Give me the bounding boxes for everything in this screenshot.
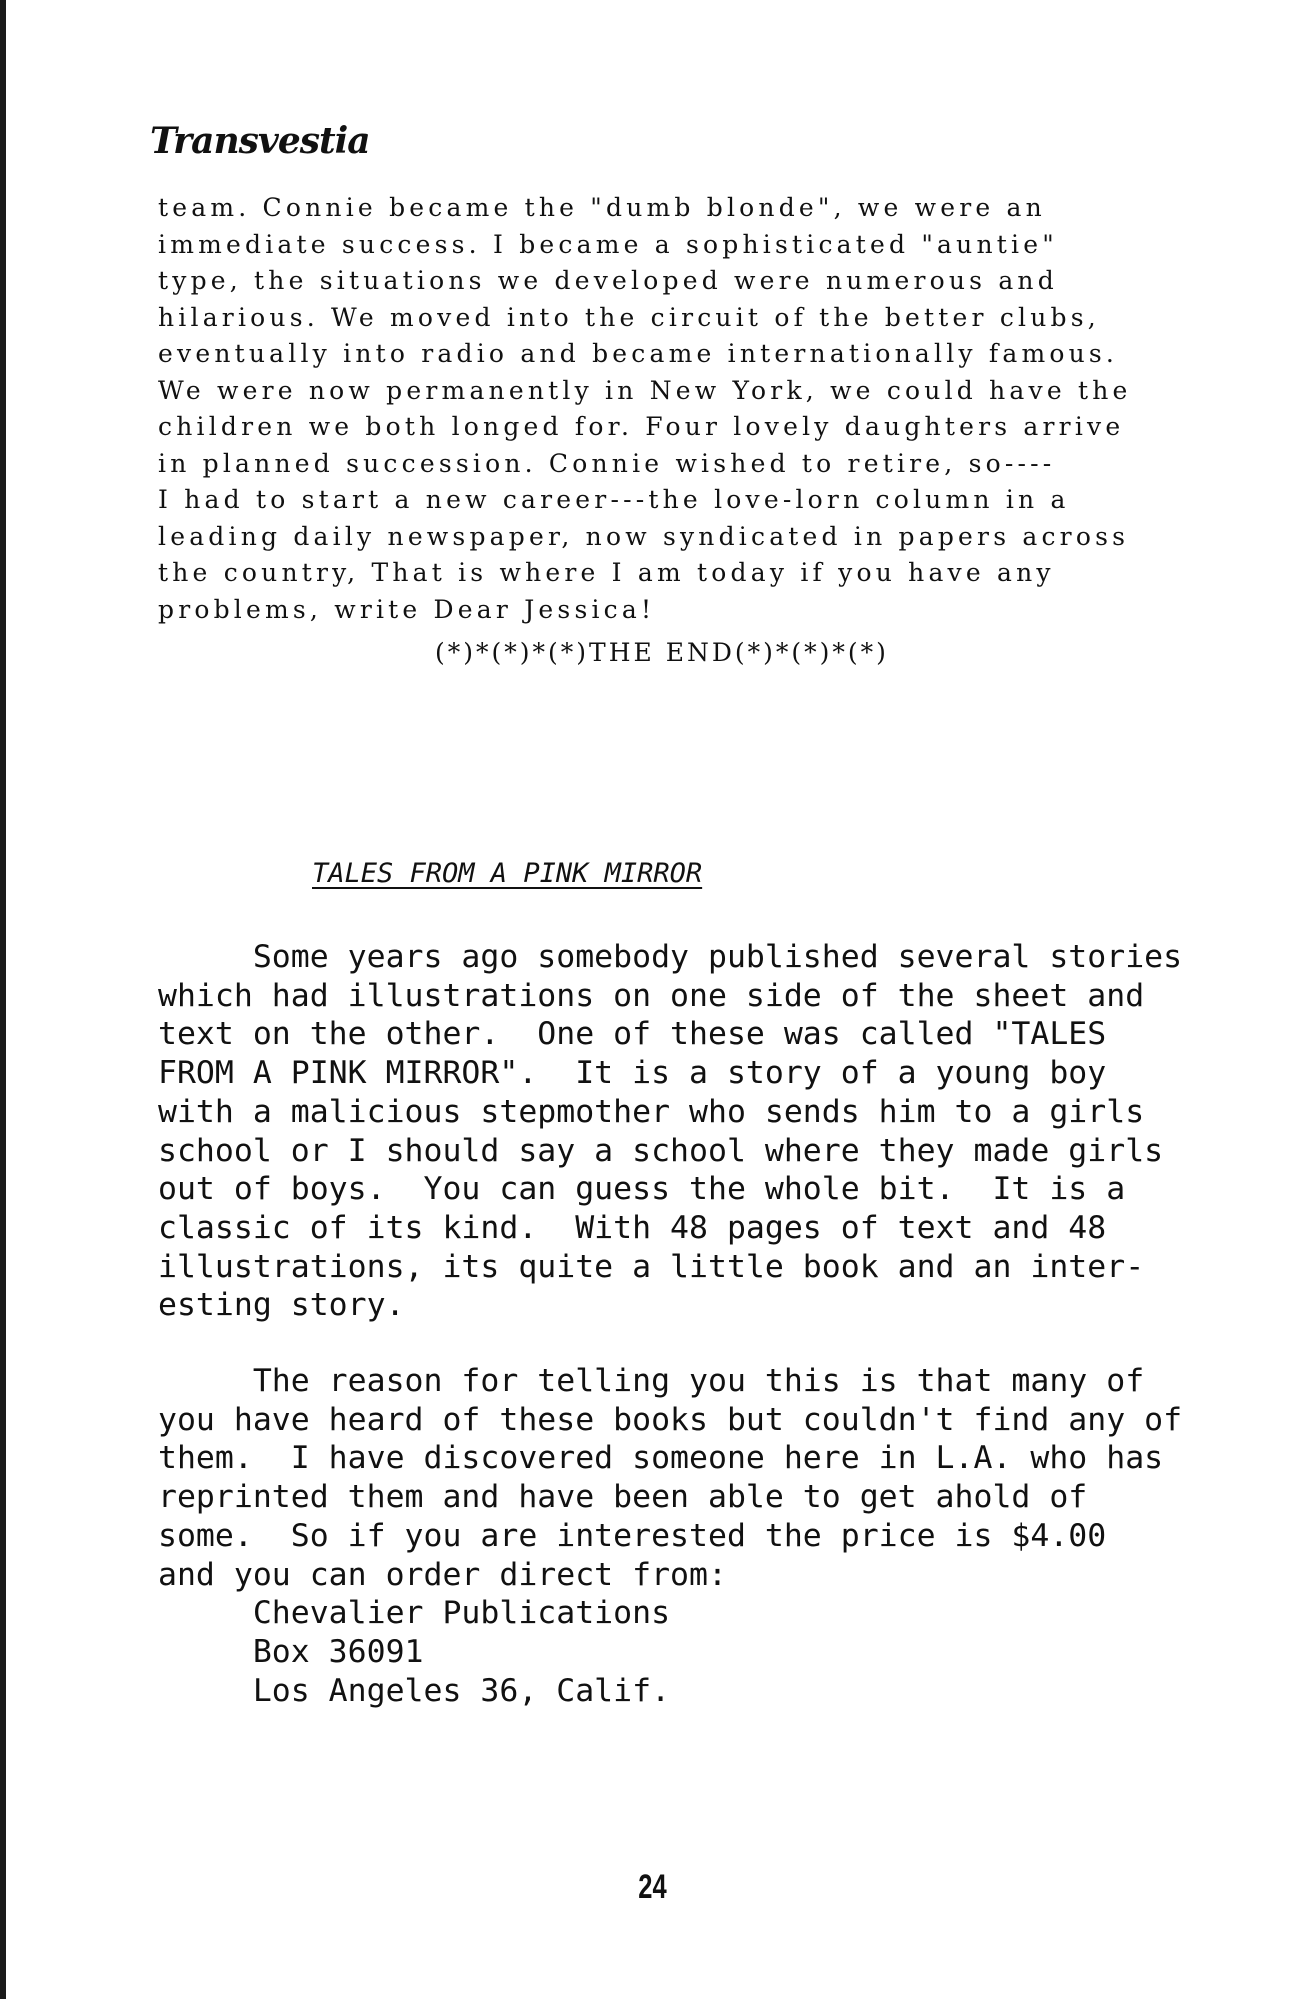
story-line: immediate success. I became a sophisticated "auntie" (158, 229, 1058, 259)
paragraph-line: illustrations, its quite a little book and an inter- (158, 1248, 1145, 1285)
story-line: I had to start a new career---the love-lorn column in a (158, 485, 1070, 514)
page-edge-border (0, 0, 6, 1999)
story-line: children we both longed for. Four lovely daughters arrive (158, 412, 1125, 441)
paragraph-line: FROM A PINK MIRROR". It is a story of a young boy (158, 1055, 1107, 1092)
paragraph-line: text on the other. One of these was called "TALES (158, 1016, 1107, 1053)
article-paragraph-1 (158, 938, 1182, 1325)
story-ending-text (158, 190, 1218, 628)
story-line: the country, That is where I am today if you have any (158, 558, 1055, 587)
paragraph-line: them. I have discovered someone here in L.A. who has (158, 1440, 1164, 1477)
paragraph-line: The reason for telling you this is that many of (158, 1363, 1145, 1399)
paragraph-line: esting story. (158, 1287, 405, 1324)
paragraph-line: with a malicious stepmother who sends him to a girls (158, 1093, 1145, 1130)
paragraph-line: out of boys. You can guess the whole bit. It is a (158, 1171, 1126, 1208)
paragraph-line: classic of its kind. With 48 pages of text and 48 (158, 1209, 1107, 1246)
story-line: team. Connie became the "dumb blonde", we were an (158, 193, 1046, 222)
address-publisher: Chevalier Publications (158, 1595, 671, 1632)
address-city: Los Angeles 36, Calif. (158, 1672, 671, 1709)
story-line: We were now permanently in New York, we could have the (158, 375, 1132, 405)
the-end-marker: (*)*(*)*(*)THE END(*)*(*)*(*) (435, 638, 889, 667)
paragraph-line: Some years ago somebody published several stories (158, 939, 1183, 975)
paragraph-line: reprinted them and have been able to get ahold of (158, 1479, 1088, 1516)
paragraph-line: you have heard of these books but couldn't find any of (158, 1401, 1183, 1438)
paragraph-line: school or I should say a school where they made girls (158, 1132, 1164, 1169)
story-line: hilarious. We moved into the circuit of the better clubs, (158, 302, 1100, 332)
paragraph-line: which had illustrations on one side of the sheet and (158, 977, 1145, 1014)
paragraph-line: some. So if you are interested the price is $4.00 (158, 1517, 1107, 1554)
story-line: type, the situations we developed were numerous and (158, 266, 1058, 295)
page-number: 24 (638, 1868, 667, 1906)
address-box: Box 36091 (158, 1633, 424, 1670)
story-line: eventually into radio and became internationally famous. (158, 339, 1119, 368)
story-line: problems, write Dear Jessica! (158, 594, 656, 624)
paragraph-line: and you can order direct from: (158, 1556, 727, 1593)
magazine-masthead: Transvestia (150, 120, 370, 162)
article-paragraph-2 (158, 1362, 1182, 1710)
story-line: leading daily newspaper, now syndicated in papers across (158, 521, 1130, 551)
article-title: TALES FROM A PINK MIRROR (312, 858, 703, 889)
story-line: in planned succession. Connie wished to retire, so---- (158, 448, 1056, 478)
